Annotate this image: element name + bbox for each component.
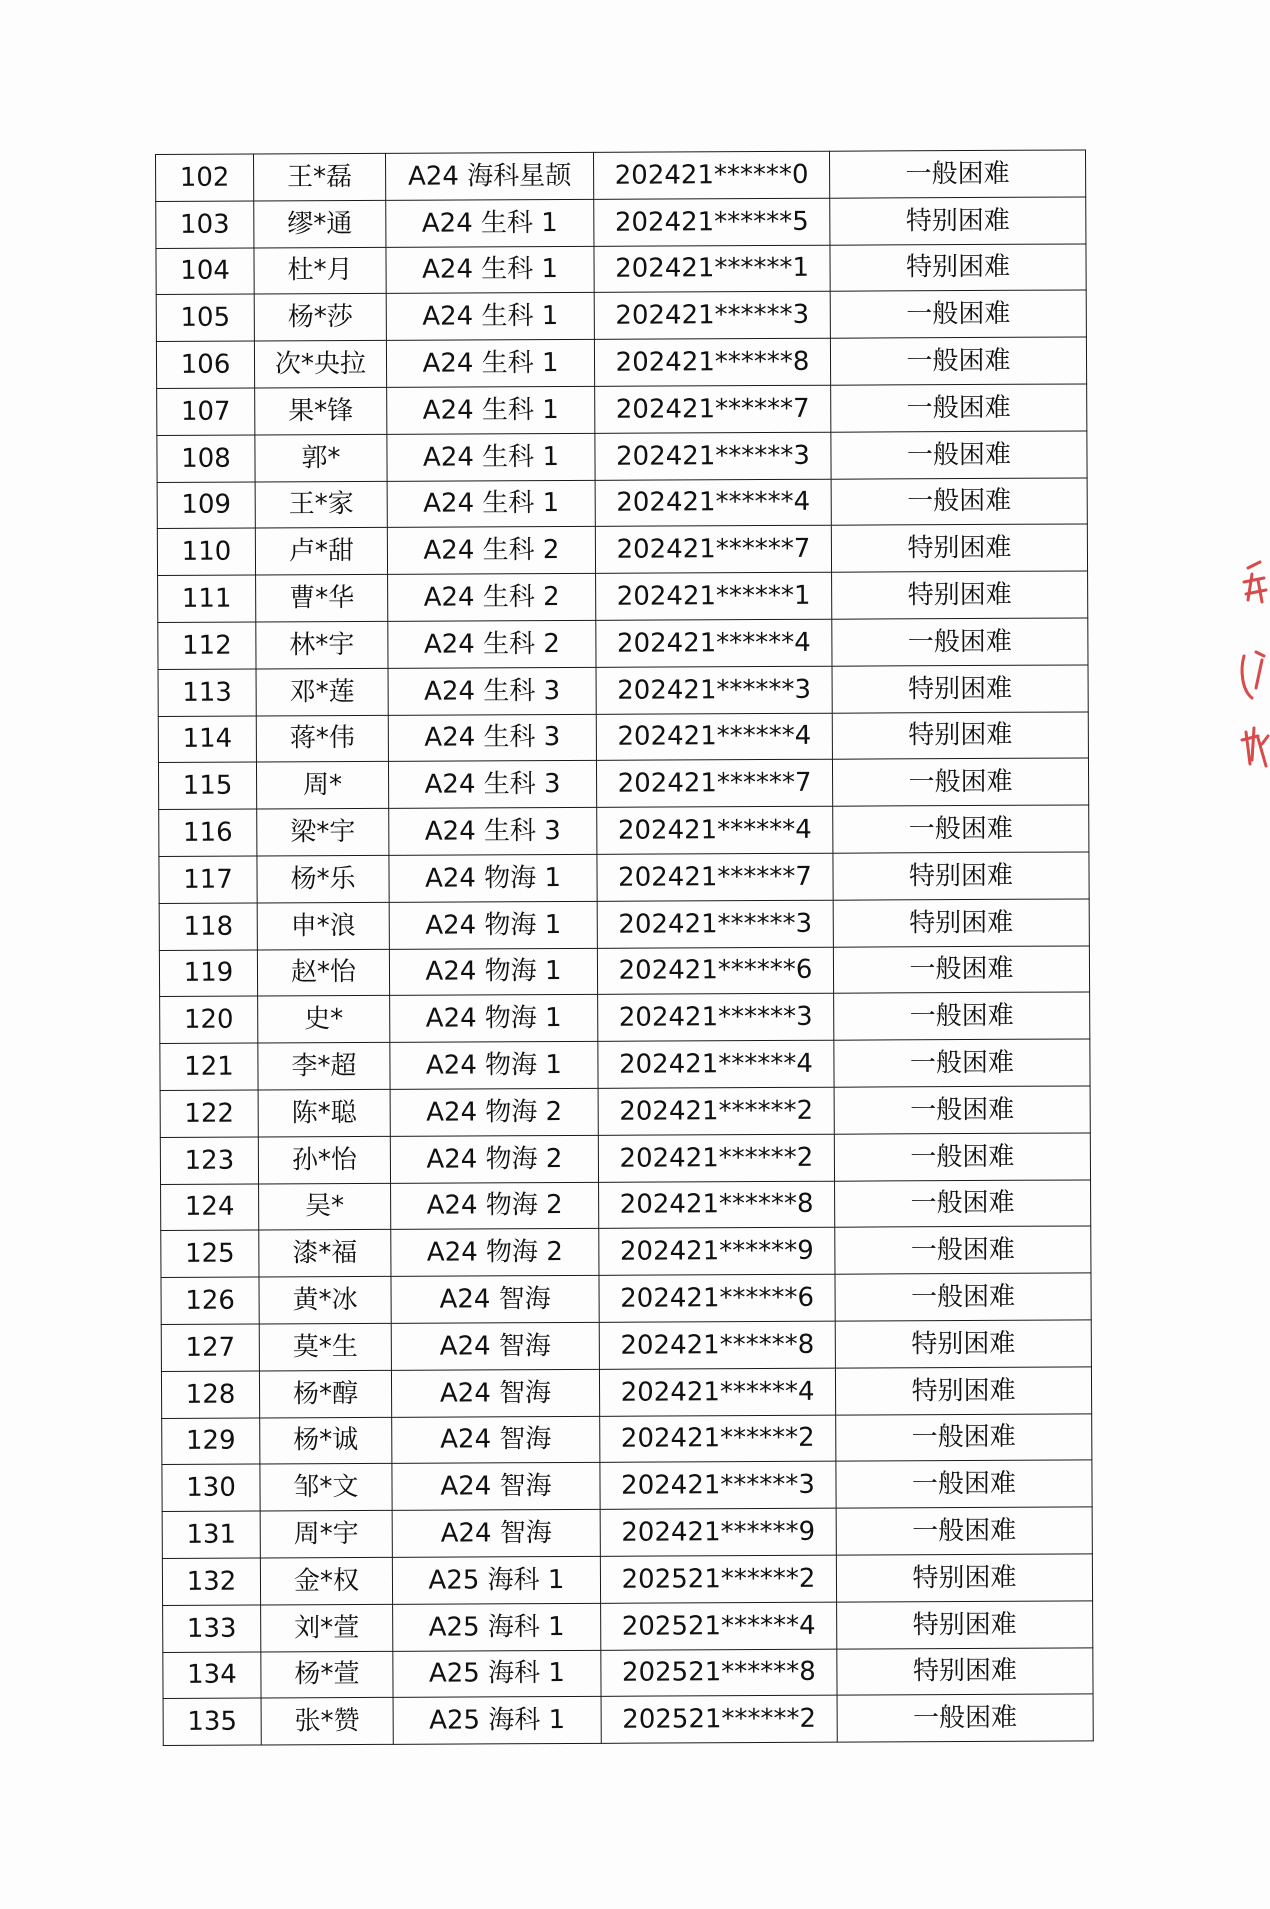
student-id-cell: 202421******4 [595,479,831,527]
row-number-cell: 117 [159,856,257,903]
row-number-cell: 114 [158,716,256,763]
student-name-cell: 缪*通 [254,200,386,247]
student-name-cell: 漆*福 [259,1230,391,1277]
difficulty-level-cell: 一般困难 [831,384,1087,432]
difficulty-level-cell: 特别困难 [833,852,1089,900]
row-number-cell: 127 [161,1324,259,1371]
row-number-cell: 135 [163,1698,261,1745]
student-id-cell: 202421******7 [595,385,831,433]
table-row [159,852,1089,903]
student-id-cell: 202421******8 [594,338,830,386]
student-id-cell: 202421******7 [595,526,831,574]
class-name-cell: A24 物海 2 [390,1088,598,1136]
student-id-cell: 202421******8 [599,1321,835,1369]
student-name-cell: 吴* [259,1183,391,1230]
class-name-cell: A24 智海 [392,1463,600,1511]
difficulty-level-cell: 一般困难 [837,1694,1093,1742]
student-name-cell: 赵*怡 [257,949,389,996]
table-row [156,244,1086,295]
class-name-cell: A24 物海 1 [389,901,597,949]
table-row [159,899,1089,950]
student-name-cell: 次*央拉 [254,341,386,388]
student-name-cell: 杨*乐 [257,855,389,902]
table-row [156,197,1086,248]
student-name-cell: 金*权 [260,1557,392,1604]
student-name-cell: 王*磊 [254,153,386,200]
red-stamp-fragment [1238,560,1270,770]
student-name-cell: 卢*甜 [255,528,387,575]
class-name-cell: A24 生科 1 [387,433,595,481]
student-id-cell: 202421******2 [598,1087,834,1135]
student-table-wrapper [155,149,1093,1746]
table-row [162,1507,1092,1558]
student-name-cell: 陈*聪 [258,1089,390,1136]
student-id-cell: 202421******8 [599,1181,835,1229]
class-name-cell: A25 海科 1 [393,1650,601,1698]
table-row [158,758,1088,809]
row-number-cell: 122 [160,1090,258,1137]
row-number-cell: 115 [158,762,256,809]
class-name-cell: A24 智海 [392,1416,600,1464]
student-id-cell: 202421******4 [599,1368,835,1416]
class-name-cell: A24 物海 1 [389,854,597,902]
class-name-cell: A24 物海 2 [391,1229,599,1277]
table-row [157,384,1087,435]
student-id-cell: 202421******3 [597,900,833,948]
row-number-cell: 106 [156,341,254,388]
row-number-cell: 102 [156,154,254,201]
student-name-cell: 王*家 [255,481,387,528]
class-name-cell: A24 生科 1 [387,480,595,528]
table-row [159,945,1089,996]
student-name-cell: 杨*诚 [260,1417,392,1464]
difficulty-level-cell: 一般困难 [831,431,1087,479]
student-name-cell: 刘*萱 [261,1604,393,1651]
student-id-cell: 202421******6 [599,1274,835,1322]
class-name-cell: A24 生科 1 [386,199,594,247]
class-name-cell: A24 智海 [392,1509,600,1557]
class-name-cell: A24 生科 2 [388,620,596,668]
table-row [162,1413,1092,1464]
difficulty-level-cell: 一般困难 [831,478,1087,526]
class-name-cell: A24 生科 3 [388,761,596,809]
table-row [161,1226,1091,1277]
table-row [159,805,1089,856]
class-name-cell: A24 物海 1 [390,1041,598,1089]
row-number-cell: 113 [158,669,256,716]
class-name-cell: A24 生科 2 [387,527,595,575]
student-name-cell: 申*浪 [257,902,389,949]
class-name-cell: A24 物海 1 [389,948,597,996]
row-number-cell: 130 [162,1464,260,1511]
difficulty-level-cell: 特别困难 [830,244,1086,292]
student-name-cell: 邓*莲 [256,668,388,715]
class-name-cell: A24 生科 1 [386,293,594,341]
student-id-cell: 202421******9 [600,1508,836,1556]
difficulty-level-cell: 一般困难 [832,758,1088,806]
student-id-cell: 202421******3 [594,292,830,340]
student-id-cell: 202421******0 [593,151,829,199]
student-name-cell: 邹*文 [260,1464,392,1511]
row-number-cell: 112 [158,622,256,669]
student-name-cell: 史* [258,996,390,1043]
student-name-cell: 黄*冰 [259,1276,391,1323]
student-name-cell: 郭* [255,434,387,481]
table-row [161,1320,1091,1371]
row-number-cell: 107 [157,388,255,435]
table-row [160,1133,1090,1184]
table-row [163,1601,1093,1652]
class-name-cell: A24 生科 3 [389,808,597,856]
difficulty-level-cell: 特别困难 [830,197,1086,245]
student-table [155,149,1094,1746]
student-name-cell: 杨*萱 [261,1651,393,1698]
table-row [158,571,1088,622]
difficulty-level-cell: 一般困难 [835,1226,1091,1274]
student-name-cell: 梁*宇 [257,809,389,856]
student-name-cell: 杨*醇 [259,1370,391,1417]
row-number-cell: 132 [162,1558,260,1605]
student-id-cell: 202521******4 [601,1602,837,1650]
table-row [161,1367,1091,1418]
difficulty-level-cell: 特别困难 [837,1647,1093,1695]
row-number-cell: 134 [163,1652,261,1699]
difficulty-level-cell: 一般困难 [830,290,1086,338]
student-name-cell: 李*超 [258,1043,390,1090]
difficulty-level-cell: 特别困难 [832,571,1088,619]
class-name-cell: A24 生科 1 [386,340,594,388]
table-row [157,478,1087,529]
student-name-cell: 孙*怡 [258,1136,390,1183]
student-name-cell: 杨*莎 [254,294,386,341]
row-number-cell: 103 [156,201,254,248]
difficulty-level-cell: 一般困难 [830,337,1086,385]
student-id-cell: 202421******4 [596,713,832,761]
row-number-cell: 131 [162,1511,260,1558]
table-row [161,1273,1091,1324]
difficulty-level-cell: 一般困难 [834,992,1090,1040]
class-name-cell: A25 海科 1 [393,1603,601,1651]
student-id-cell: 202421******4 [598,1040,834,1088]
student-name-cell: 林*宇 [256,621,388,668]
row-number-cell: 104 [156,248,254,295]
difficulty-level-cell: 一般困难 [833,945,1089,993]
class-name-cell: A24 物海 2 [391,1182,599,1230]
row-number-cell: 108 [157,435,255,482]
difficulty-level-cell: 特别困难 [831,524,1087,572]
class-name-cell: A24 生科 3 [388,667,596,715]
difficulty-level-cell: 一般困难 [833,805,1089,853]
row-number-cell: 121 [160,1043,258,1090]
student-id-cell: 202521******2 [601,1695,837,1743]
class-name-cell: A24 生科 3 [388,714,596,762]
student-id-cell: 202421******7 [597,853,833,901]
table-row [156,337,1086,388]
difficulty-level-cell: 一般困难 [832,618,1088,666]
difficulty-level-cell: 特别困难 [835,1320,1091,1368]
table-row [158,712,1088,763]
table-row [160,1039,1090,1090]
student-id-cell: 202421******6 [597,947,833,995]
student-name-cell: 杜*月 [254,247,386,294]
student-id-cell: 202421******4 [596,619,832,667]
class-name-cell: A24 物海 1 [390,995,598,1043]
student-id-cell: 202421******1 [596,572,832,620]
difficulty-level-cell: 一般困难 [834,1086,1090,1134]
difficulty-level-cell: 特别困难 [832,712,1088,760]
row-number-cell: 118 [159,903,257,950]
student-id-cell: 202421******2 [598,1134,834,1182]
row-number-cell: 109 [157,482,255,529]
student-id-cell: 202421******3 [600,1462,836,1510]
difficulty-level-cell: 一般困难 [835,1273,1091,1321]
student-id-cell: 202421******4 [597,806,833,854]
row-number-cell: 128 [161,1371,259,1418]
student-name-cell: 果*锋 [255,387,387,434]
table-row [162,1554,1092,1605]
student-id-cell: 202421******3 [598,994,834,1042]
table-row [156,150,1086,201]
class-name-cell: A24 智海 [391,1322,599,1370]
table-row [163,1647,1093,1698]
difficulty-level-cell: 一般困难 [836,1413,1092,1461]
class-name-cell: A24 海科星颉 [385,152,593,200]
table-row [163,1694,1093,1745]
student-name-cell: 曹*华 [256,575,388,622]
student-id-cell: 202421******9 [599,1228,835,1276]
difficulty-level-cell: 特别困难 [835,1367,1091,1415]
row-number-cell: 126 [161,1277,259,1324]
table-row [160,1086,1090,1137]
difficulty-level-cell: 特别困难 [832,665,1088,713]
student-name-cell: 蒋*伟 [256,715,388,762]
student-name-cell: 张*赞 [261,1698,393,1745]
row-number-cell: 133 [163,1605,261,1652]
table-row [160,992,1090,1043]
row-number-cell: 110 [157,528,255,575]
student-name-cell: 周* [256,762,388,809]
table-row [157,524,1087,575]
student-id-cell: 202421******7 [596,760,832,808]
row-number-cell: 111 [158,575,256,622]
difficulty-level-cell: 一般困难 [836,1460,1092,1508]
row-number-cell: 116 [159,809,257,856]
table-row [157,431,1087,482]
table-row [156,290,1086,341]
table-body [156,150,1094,1746]
class-name-cell: A24 生科 1 [387,386,595,434]
difficulty-level-cell: 一般困难 [836,1507,1092,1555]
table-row [158,665,1088,716]
row-number-cell: 125 [161,1230,259,1277]
student-id-cell: 202421******3 [596,666,832,714]
difficulty-level-cell: 特别困难 [837,1601,1093,1649]
row-number-cell: 129 [162,1418,260,1465]
student-name-cell: 周*宇 [260,1510,392,1557]
student-name-cell: 莫*生 [259,1323,391,1370]
student-id-cell: 202521******2 [600,1555,836,1603]
student-id-cell: 202421******3 [595,432,831,480]
row-number-cell: 123 [160,1137,258,1184]
row-number-cell: 119 [159,950,257,997]
class-name-cell: A24 智海 [391,1369,599,1417]
student-id-cell: 202521******8 [601,1649,837,1697]
student-id-cell: 202421******2 [600,1415,836,1463]
difficulty-level-cell: 特别困难 [836,1554,1092,1602]
row-number-cell: 120 [160,996,258,1043]
table-row [161,1179,1091,1230]
class-name-cell: A24 生科 1 [386,246,594,294]
student-id-cell: 202421******5 [594,198,830,246]
difficulty-level-cell: 一般困难 [834,1133,1090,1181]
student-id-cell: 202421******1 [594,245,830,293]
row-number-cell: 105 [156,294,254,341]
class-name-cell: A24 智海 [391,1275,599,1323]
difficulty-level-cell: 特别困难 [833,899,1089,947]
row-number-cell: 124 [161,1184,259,1231]
table-row [162,1460,1092,1511]
difficulty-level-cell: 一般困难 [834,1039,1090,1087]
difficulty-level-cell: 一般困难 [829,150,1085,198]
table-row [158,618,1088,669]
class-name-cell: A24 物海 2 [390,1135,598,1183]
class-name-cell: A25 海科 1 [392,1556,600,1604]
difficulty-level-cell: 一般困难 [835,1179,1091,1227]
class-name-cell: A24 生科 2 [388,574,596,622]
class-name-cell: A25 海科 1 [393,1697,601,1745]
